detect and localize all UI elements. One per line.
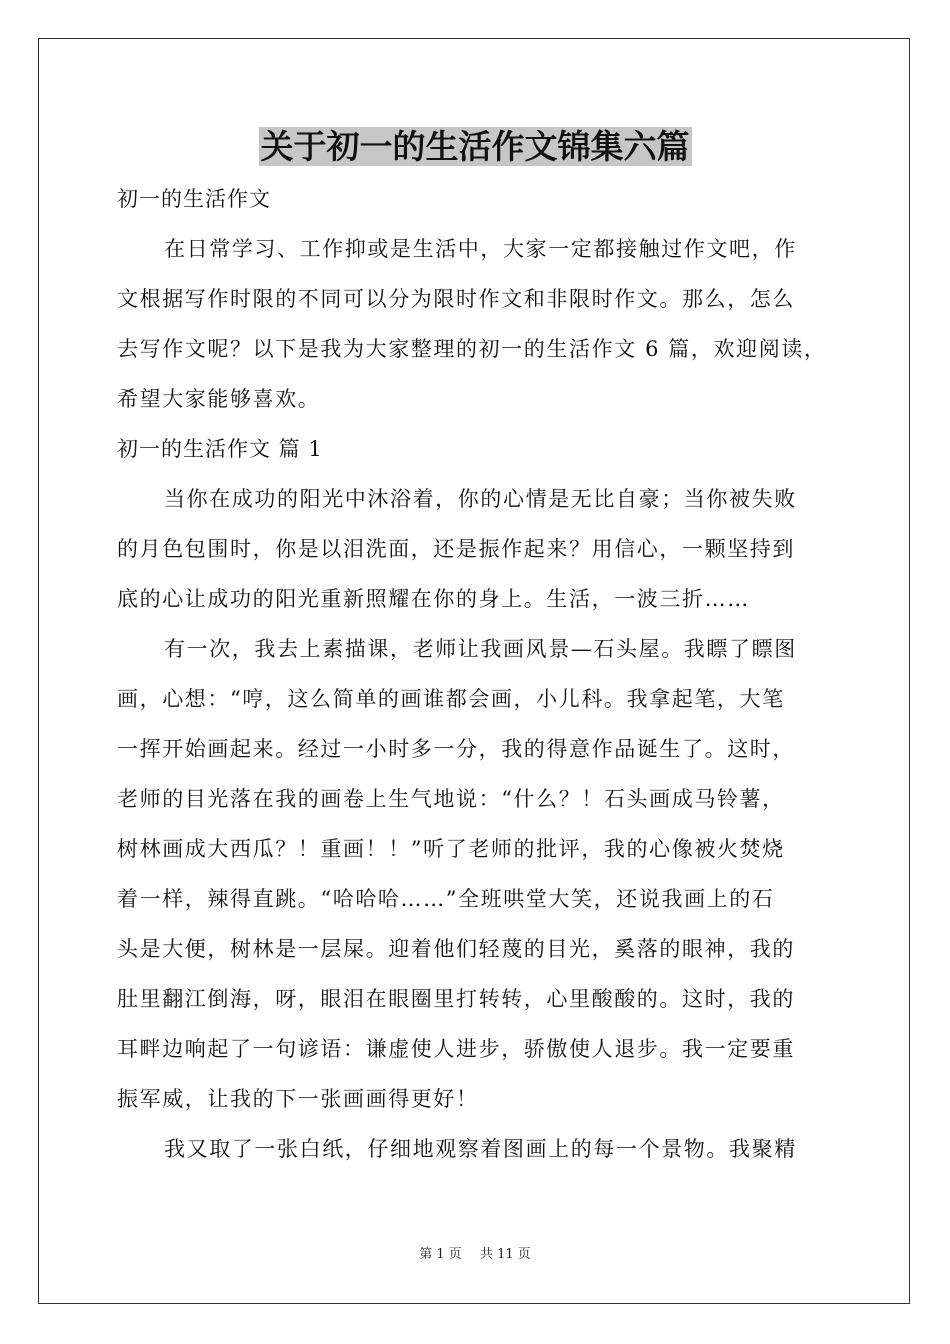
text-line: 去写作文呢？以下是我为大家整理的初一的生活作文 6 篇，欢迎阅读，	[117, 337, 827, 361]
text-line: 希望大家能够喜欢。	[117, 387, 321, 411]
text-line: 文根据写作时限的不同可以分为限时作文和非限时作文。那么，怎么	[117, 287, 795, 311]
text-line: 振军威，让我的下一张画画得更好！	[117, 1087, 479, 1111]
text-line: 树林画成大西瓜？！重画！！”听了老师的批评，我的心像被火焚烧	[117, 837, 785, 861]
page-number: 第 1 页	[419, 1247, 462, 1262]
section-heading: 初一的生活作文	[117, 187, 271, 211]
document-title-text: 关于初一的生活作文锦集六篇	[260, 127, 690, 166]
text-line: 头是大便，树林是一层屎。迎着他们轻蔑的目光，奚落的眼神，我的	[117, 937, 795, 961]
text-line: 的月色包围时，你是以泪洗面，还是振作起来？用信心，一颗坚持到	[117, 537, 795, 561]
text-line: 肚里翻江倒海，呀，眼泪在眼圈里打转转，心里酸酸的。这时，我的	[117, 987, 795, 1011]
text-line: 底的心让成功的阳光重新照耀在你的身上。生活，一波三折……	[117, 587, 750, 611]
text-line: 有一次，我去上素描课，老师让我画风景—石头屋。我瞟了瞟图	[164, 637, 797, 661]
text-line: 在日常学习、工作抑或是生活中，大家一定都接触过作文吧，作	[164, 237, 797, 261]
text-line: 老师的目光落在我的画卷上生气地说：“什么？！石头画成马铃薯，	[117, 787, 785, 811]
text-line: 当你在成功的阳光中沐浴着，你的心情是无比自豪；当你被失败	[164, 487, 797, 511]
text-line: 我又取了一张白纸，仔细地观察着图画上的每一个景物。我聚精	[164, 1137, 797, 1161]
document-body	[117, 174, 833, 1174]
page-total: 共 11 页	[479, 1247, 531, 1262]
document-title	[0, 124, 950, 170]
text-line: 耳畔边响起了一句谚语：谦虚使人进步，骄傲使人退步。我一定要重	[117, 1037, 795, 1061]
section-heading: 初一的生活作文 篇 1	[117, 437, 323, 461]
text-line: 画，心想：“哼，这么简单的画谁都会画，小儿科。我拿起笔，大笔	[117, 687, 785, 711]
text-line: 着一样，辣得直跳。“哈哈哈……”全班哄堂大笑，还说我画上的石	[117, 887, 775, 911]
text-line: 一挥开始画起来。经过一小时多一分，我的得意作品诞生了。这时，	[117, 737, 795, 761]
page-footer	[0, 1245, 950, 1265]
